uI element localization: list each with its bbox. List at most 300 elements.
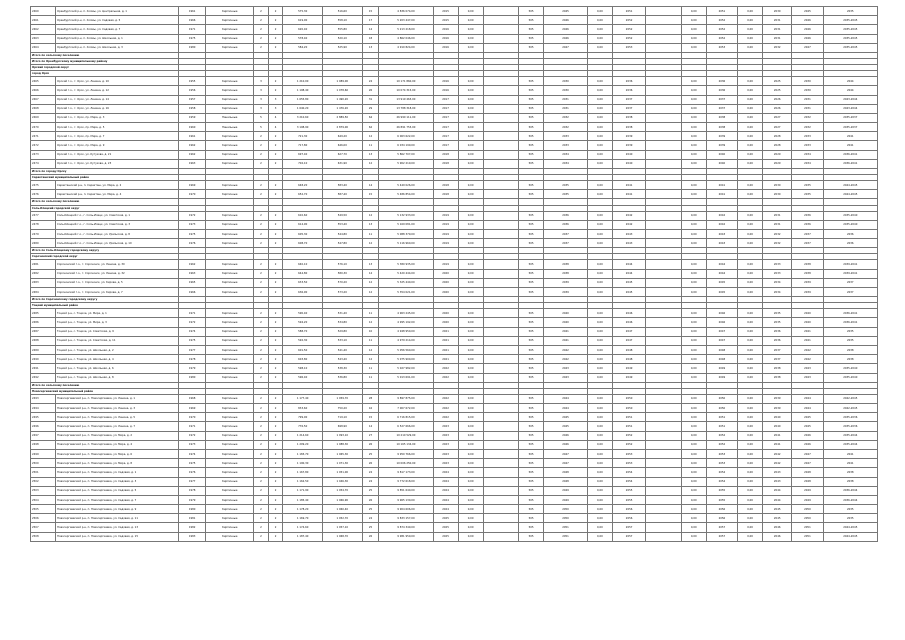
table-row xyxy=(31,239,878,248)
table-cell: Кирпичные xyxy=(206,95,254,104)
table-cell: 5 420 444,00 xyxy=(379,269,433,278)
table-cell: 2035-2040 xyxy=(823,373,877,382)
table-cell xyxy=(646,327,681,336)
table-cell: 2041 xyxy=(823,449,877,458)
table-cell: Кирпичные xyxy=(206,287,254,296)
table-cell: 2032 xyxy=(792,123,823,132)
table-cell: 0,00 xyxy=(458,104,483,113)
table-cell: 2055 xyxy=(612,486,645,495)
table-cell: 2018 xyxy=(433,159,458,168)
table-cell: 0,00 xyxy=(458,25,483,34)
table-cell: 2 xyxy=(268,25,283,34)
table-cell: 2 xyxy=(254,440,269,449)
table-cell: 2 xyxy=(268,278,283,287)
table-cell: 0,00 xyxy=(587,431,612,440)
table-cell: 594,20 xyxy=(283,318,323,327)
address-cell: Сорочинский г.о., г. Сорочинск, ул. Ленина, д. 30 xyxy=(56,260,179,269)
table-cell: 648,20 xyxy=(283,181,323,190)
row-number: 2479 xyxy=(31,229,56,238)
table-row xyxy=(31,287,878,296)
table-cell: 0,00 xyxy=(587,440,612,449)
table-cell: 2045 xyxy=(544,413,588,422)
table-cell: Кирпичные xyxy=(206,86,254,95)
address-cell: Тоцкий р-н, с. Тоцкое, ул. Советская, д. 11 xyxy=(56,336,179,345)
table-cell: 2036 xyxy=(763,336,792,345)
table-cell: 0,00 xyxy=(587,532,612,541)
table-cell: 0,00 xyxy=(738,486,763,495)
table-cell: 533,10 xyxy=(323,336,363,345)
table-cell: 2038 xyxy=(823,355,877,364)
table-cell xyxy=(646,486,681,495)
row-number: 2498 xyxy=(31,440,56,449)
table-cell: 544,80 xyxy=(323,229,363,238)
table-cell: 0,00 xyxy=(587,514,612,523)
table-cell: 1962 xyxy=(179,141,206,150)
table-cell: 4 836 074,00 xyxy=(379,7,433,16)
table-cell: 2035 xyxy=(823,7,877,16)
table-cell: 0,00 xyxy=(681,355,706,364)
table-cell: 2035-2044 xyxy=(823,440,877,449)
table-cell: 601,50 xyxy=(283,346,323,355)
table-cell: 2048 xyxy=(792,468,823,477)
table-cell: 0,00 xyxy=(681,346,706,355)
table-cell: Кирпичные xyxy=(206,523,254,532)
table-cell: 2040 xyxy=(612,159,645,168)
row-number: 2470 xyxy=(31,123,56,132)
table-cell: 636,90 xyxy=(283,287,323,296)
table-cell: 1962 xyxy=(179,260,206,269)
table-cell: 9 981 959,00 xyxy=(379,532,433,541)
table-cell: 0,00 xyxy=(681,95,706,104)
table-cell: 721,30 xyxy=(283,132,323,141)
table-cell: 2036 xyxy=(706,77,737,86)
table-cell: 1 210,00 xyxy=(283,77,323,86)
table-cell: 2035-2040 xyxy=(823,364,877,373)
table-cell: 505 xyxy=(519,505,544,514)
table-cell: 505 xyxy=(519,95,544,104)
row-number: 2478 xyxy=(31,220,56,229)
table-cell: 2044 xyxy=(823,77,877,86)
table-cell: 4 910 824,00 xyxy=(379,43,433,52)
table-cell: Кирпичные xyxy=(206,431,254,440)
table-cell: 0,00 xyxy=(738,514,763,523)
table-cell xyxy=(483,532,518,541)
table-cell xyxy=(646,394,681,403)
table-cell: 2035 xyxy=(544,190,588,199)
table-cell: 2018 xyxy=(433,181,458,190)
table-cell xyxy=(483,239,518,248)
table-cell: 570,20 xyxy=(323,278,363,287)
address-cell: Новосергиевский р-н, п. Новосергиевка, ул. Садовая, д. 5 xyxy=(56,486,179,495)
table-cell: 1 068,70 xyxy=(323,532,363,541)
table-cell: 0,00 xyxy=(681,287,706,296)
table-cell xyxy=(646,404,681,413)
table-cell xyxy=(646,440,681,449)
table-cell: 2 xyxy=(268,495,283,504)
table-cell: 603,80 xyxy=(283,355,323,364)
table-cell xyxy=(483,34,518,43)
address-cell: Орский г.о., г. Орск, ул. Ленина, д. 12 xyxy=(56,86,179,95)
table-row xyxy=(31,104,878,113)
table-cell: 2 889,50 xyxy=(323,113,363,122)
table-cell: 17 xyxy=(362,16,379,25)
row-number: 2484 xyxy=(31,287,56,296)
table-cell: 1 051,00 xyxy=(323,468,363,477)
table-cell: 578,40 xyxy=(283,34,323,43)
table-cell: 2 xyxy=(254,422,269,431)
table-cell: 2017 xyxy=(433,132,458,141)
table-cell: 2 xyxy=(254,404,269,413)
table-cell xyxy=(483,505,518,514)
table-cell: 13 788 318,00 xyxy=(379,104,433,113)
table-cell: 588,70 xyxy=(283,327,323,336)
table-cell: 2049 xyxy=(706,364,737,373)
table-cell: 0,00 xyxy=(458,346,483,355)
table-cell: 0,00 xyxy=(681,7,706,16)
table-cell: 2 xyxy=(268,86,283,95)
table-cell: 2052 xyxy=(706,25,737,34)
table-cell xyxy=(483,260,518,269)
table-cell: 0,00 xyxy=(738,278,763,287)
table-cell: Кирпичные xyxy=(206,25,254,34)
table-cell: 0,00 xyxy=(738,104,763,113)
table-cell: Кирпичные xyxy=(206,449,254,458)
table-row xyxy=(31,477,878,486)
table-cell: 2 xyxy=(254,260,269,269)
row-number: 2483 xyxy=(31,278,56,287)
table-cell: 1 640,20 xyxy=(283,104,323,113)
table-cell xyxy=(646,269,681,278)
table-cell: 2045 xyxy=(612,287,645,296)
table-cell: 2016 xyxy=(433,34,458,43)
table-cell: 2 xyxy=(254,211,269,220)
table-cell xyxy=(483,25,518,34)
table-cell: 0,00 xyxy=(458,7,483,16)
table-cell: 2041 xyxy=(763,440,792,449)
table-cell: 2054 xyxy=(612,477,645,486)
table-cell: 0,00 xyxy=(458,394,483,403)
table-cell: 2040 xyxy=(706,150,737,159)
address-cell: Тоцкий р-н, с. Тоцкое, ул. Мира, д. 1 xyxy=(56,309,179,318)
address-cell: Соль-Илецкий г.о., г. Соль-Илецк, ул. Уральская, д. 10 xyxy=(56,239,179,248)
group-label: Итого по сельскому поселению xyxy=(31,199,179,205)
table-cell: 2017 xyxy=(433,123,458,132)
table-cell: 0,00 xyxy=(458,220,483,229)
table-cell: 2036-2044 xyxy=(823,495,877,504)
table-cell: 1 071,30 xyxy=(323,459,363,468)
table-cell: 505 xyxy=(519,287,544,296)
table-cell: 2 xyxy=(254,336,269,345)
table-cell: 1962 xyxy=(179,150,206,159)
table-cell: 2 xyxy=(268,229,283,238)
table-cell: 0,00 xyxy=(587,159,612,168)
table-cell: Кирпичные xyxy=(206,514,254,523)
table-cell: 2 xyxy=(254,413,269,422)
table-cell: 505 xyxy=(519,123,544,132)
table-cell: 2 xyxy=(254,309,269,318)
table-cell: 0,00 xyxy=(587,468,612,477)
table-cell xyxy=(483,123,518,132)
address-cell: Тоцкий р-н, с. Тоцкое, ул. Школьная, д. 6 xyxy=(56,364,179,373)
table-cell: 2039 xyxy=(544,278,588,287)
table-cell: 2037 xyxy=(792,239,823,248)
table-cell: 2041 xyxy=(823,141,877,150)
table-row xyxy=(31,278,878,287)
table-cell: 0,00 xyxy=(738,211,763,220)
table-cell: 2043 xyxy=(612,229,645,238)
table-cell: 2030 xyxy=(792,86,823,95)
table-cell: 698,90 xyxy=(323,422,363,431)
table-cell: 0,00 xyxy=(681,373,706,382)
table-cell: 2 xyxy=(268,422,283,431)
table-cell: 14 xyxy=(362,422,379,431)
table-cell: Кирпичные xyxy=(206,104,254,113)
table-cell: 2 xyxy=(268,394,283,403)
table-cell: 2030 xyxy=(544,77,588,86)
table-cell: 2045 xyxy=(792,413,823,422)
table-cell: 0,00 xyxy=(738,440,763,449)
table-cell xyxy=(483,468,518,477)
table-cell: 0,00 xyxy=(738,95,763,104)
table-cell: 0,00 xyxy=(458,468,483,477)
table-cell: 2038 xyxy=(763,373,792,382)
table-cell: 536,80 xyxy=(323,373,363,382)
row-number: 2494 xyxy=(31,404,56,413)
table-cell: 13 919 463,00 xyxy=(379,95,433,104)
table-cell xyxy=(483,422,518,431)
table-cell: 0,00 xyxy=(681,86,706,95)
table-cell: 2047 xyxy=(612,336,645,345)
table-row xyxy=(31,364,878,373)
address-cell: Новосергиевский р-н, п. Новосергиевка, ул. Садовая, д. 7 xyxy=(56,495,179,504)
table-cell: 587,40 xyxy=(323,190,363,199)
table-cell: 2029 xyxy=(763,159,792,168)
table-row xyxy=(31,229,878,238)
table-cell: 2035-2044 xyxy=(823,431,877,440)
table-cell: 2043 xyxy=(792,364,823,373)
table-cell: 505 xyxy=(519,7,544,16)
table-cell: 15 xyxy=(362,413,379,422)
table-cell: 2017 xyxy=(433,113,458,122)
table-cell: 2 xyxy=(254,459,269,468)
table-cell: 2032 xyxy=(792,113,823,122)
table-cell: 2025 xyxy=(763,77,792,86)
table-cell: 2047 xyxy=(792,43,823,52)
table-cell: 0,00 xyxy=(587,404,612,413)
table-cell: 0,00 xyxy=(458,422,483,431)
table-cell: 553,40 xyxy=(323,220,363,229)
row-number: 2503 xyxy=(31,486,56,495)
table-cell: 2 xyxy=(268,141,283,150)
table-cell: 2057 xyxy=(706,532,737,541)
table-cell xyxy=(646,239,681,248)
address-cell: Новосергиевский р-н, п. Новосергиевка, ул. Садовая, д. 3 xyxy=(56,477,179,486)
housing-register-table xyxy=(30,6,878,542)
table-cell: 1976 xyxy=(179,468,206,477)
table-cell: 0,00 xyxy=(681,269,706,278)
table-cell: 2030 xyxy=(763,190,792,199)
table-cell: 0,00 xyxy=(738,123,763,132)
address-cell: Тоцкий р-н, с. Тоцкое, ул. Школьная, д. 8 xyxy=(56,373,179,382)
table-cell: 605,30 xyxy=(283,229,323,238)
table-cell: 2035-2037 xyxy=(823,113,877,122)
table-cell: 0,00 xyxy=(681,468,706,477)
group-label: Итого по сельскому поселению xyxy=(31,52,179,58)
table-cell: 1 171,90 xyxy=(283,486,323,495)
table-cell: 619,00 xyxy=(283,16,323,25)
table-cell: 0,00 xyxy=(458,159,483,168)
table-cell: 2035 xyxy=(792,181,823,190)
group-label: Саракташский муниципальный район xyxy=(31,175,179,181)
table-cell: 2031 xyxy=(544,95,588,104)
table-cell: 2049 xyxy=(544,486,588,495)
table-cell: 2056 xyxy=(612,514,645,523)
table-row xyxy=(31,95,878,104)
table-cell: 2032 xyxy=(763,43,792,52)
table-cell: 505 xyxy=(519,355,544,364)
row-number: 2507 xyxy=(31,523,56,532)
table-cell: 640,10 xyxy=(283,260,323,269)
table-cell: Кирпичные xyxy=(206,468,254,477)
table-cell: 0,00 xyxy=(681,190,706,199)
table-cell: 2046 xyxy=(792,431,823,440)
table-cell: 2037 xyxy=(823,287,877,296)
row-number: 2502 xyxy=(31,477,56,486)
table-cell: 2052 xyxy=(706,16,737,25)
table-cell: 2031 xyxy=(792,104,823,113)
table-cell: 534,80 xyxy=(323,318,363,327)
table-cell: 0,00 xyxy=(681,394,706,403)
table-cell: 2050 xyxy=(544,505,588,514)
table-cell: 2 xyxy=(254,505,269,514)
table-cell: 2051 xyxy=(706,422,737,431)
table-cell: 0,00 xyxy=(458,34,483,43)
table-cell: 26 xyxy=(362,86,379,95)
table-cell: 5 486 854,00 xyxy=(379,190,433,199)
table-cell: 2 xyxy=(268,220,283,229)
row-number: 2506 xyxy=(31,514,56,523)
table-cell: 62 xyxy=(362,123,379,132)
table-cell: Кирпичные xyxy=(206,413,254,422)
table-cell: 0,00 xyxy=(458,211,483,220)
table-cell: 2 xyxy=(268,431,283,440)
table-cell: 750,20 xyxy=(323,404,363,413)
table-cell: 1979 xyxy=(179,364,206,373)
table-cell: 2044-2045 xyxy=(823,523,877,532)
table-row xyxy=(31,486,878,495)
table-cell: 575,30 xyxy=(283,7,323,16)
table-row xyxy=(31,25,878,34)
table-cell: 0,00 xyxy=(738,459,763,468)
table-cell: 2016 xyxy=(433,25,458,34)
table-cell: 702,10 xyxy=(283,159,323,168)
table-cell: 505 xyxy=(519,394,544,403)
table-cell: 9 950 766,00 xyxy=(379,449,433,458)
table-row xyxy=(31,141,878,150)
table-cell: 0,00 xyxy=(587,449,612,458)
table-cell: 2038 xyxy=(706,113,737,122)
table-cell: 0,00 xyxy=(738,86,763,95)
table-cell: 2025 xyxy=(763,86,792,95)
table-cell: 584,20 xyxy=(283,43,323,52)
row-number: 2480 xyxy=(31,239,56,248)
table-cell: Кирпичные xyxy=(206,327,254,336)
table-cell: 0,00 xyxy=(458,132,483,141)
table-cell: Кирпичные xyxy=(206,34,254,43)
table-row xyxy=(31,123,878,132)
address-cell: Орский г.о., г. Орск, пр. Мира, д. 3 xyxy=(56,113,179,122)
table-cell xyxy=(483,309,518,318)
table-cell: 520,10 xyxy=(323,34,363,43)
address-cell: Орский г.о., г. Орск, ул. Кутузова, д. 23 xyxy=(56,159,179,168)
table-cell: 2046 xyxy=(544,431,588,440)
table-cell: Панельные xyxy=(206,123,254,132)
table-row xyxy=(31,394,878,403)
table-cell: 505 xyxy=(519,514,544,523)
table-cell: 1 052,70 xyxy=(323,514,363,523)
table-cell: 1 078,60 xyxy=(323,86,363,95)
table-cell: 11 xyxy=(362,309,379,318)
table-cell: 2 xyxy=(268,459,283,468)
table-cell: 505 xyxy=(519,278,544,287)
table-cell: 547,80 xyxy=(323,239,363,248)
table-row xyxy=(31,159,878,168)
table-cell: 0,00 xyxy=(587,373,612,382)
table-cell: 2 xyxy=(268,269,283,278)
table-cell: 2052 xyxy=(612,16,645,25)
table-cell: Кирпичные xyxy=(206,440,254,449)
row-number: 2482 xyxy=(31,269,56,278)
table-cell: 0,00 xyxy=(681,318,706,327)
table-cell: 26 xyxy=(362,459,379,468)
table-cell: 2031 xyxy=(763,16,792,25)
table-cell: Кирпичные xyxy=(206,269,254,278)
table-cell: 505 xyxy=(519,468,544,477)
address-cell: Саракташский р-н, п. Саракташ, ул. Мира, д. 4 xyxy=(56,190,179,199)
table-cell: 0,00 xyxy=(587,459,612,468)
table-cell: 0,00 xyxy=(681,260,706,269)
table-cell: 0,00 xyxy=(458,318,483,327)
table-cell: Кирпичные xyxy=(206,141,254,150)
table-cell: 1966 xyxy=(179,287,206,296)
address-cell: Орский г.о., г. Орск, ул. Кутузова, д. 21 xyxy=(56,150,179,159)
table-cell: 0,00 xyxy=(458,77,483,86)
table-cell: 2042-2045 xyxy=(823,394,877,403)
table-cell: 505 xyxy=(519,34,544,43)
table-cell: 2054 xyxy=(706,477,737,486)
table-cell: Кирпичные xyxy=(206,422,254,431)
table-cell xyxy=(646,336,681,345)
table-cell: 1970 xyxy=(179,413,206,422)
table-cell: Кирпичные xyxy=(206,260,254,269)
table-cell: 590,40 xyxy=(283,309,323,318)
table-cell: 2020 xyxy=(433,318,458,327)
table-cell: 2045 xyxy=(612,278,645,287)
table-cell: 2036 xyxy=(706,86,737,95)
table-cell: 505 xyxy=(519,220,544,229)
table-cell: 505 xyxy=(519,318,544,327)
table-cell: 6 716 815,00 xyxy=(379,413,433,422)
row-number: 2486 xyxy=(31,318,56,327)
table-cell: 26 xyxy=(362,440,379,449)
table-cell: 0,00 xyxy=(587,123,612,132)
address-cell: Новосергиевский р-н, п. Новосергиевка, ул. Мира, д. 4 xyxy=(56,440,179,449)
table-cell: 0,00 xyxy=(587,422,612,431)
table-cell: 0,00 xyxy=(458,278,483,287)
address-cell: Тоцкий р-н, с. Тоцкое, ул. Школьная, д. 4 xyxy=(56,355,179,364)
table-cell: 2031 xyxy=(763,25,792,34)
table-cell: 2039 xyxy=(706,132,737,141)
